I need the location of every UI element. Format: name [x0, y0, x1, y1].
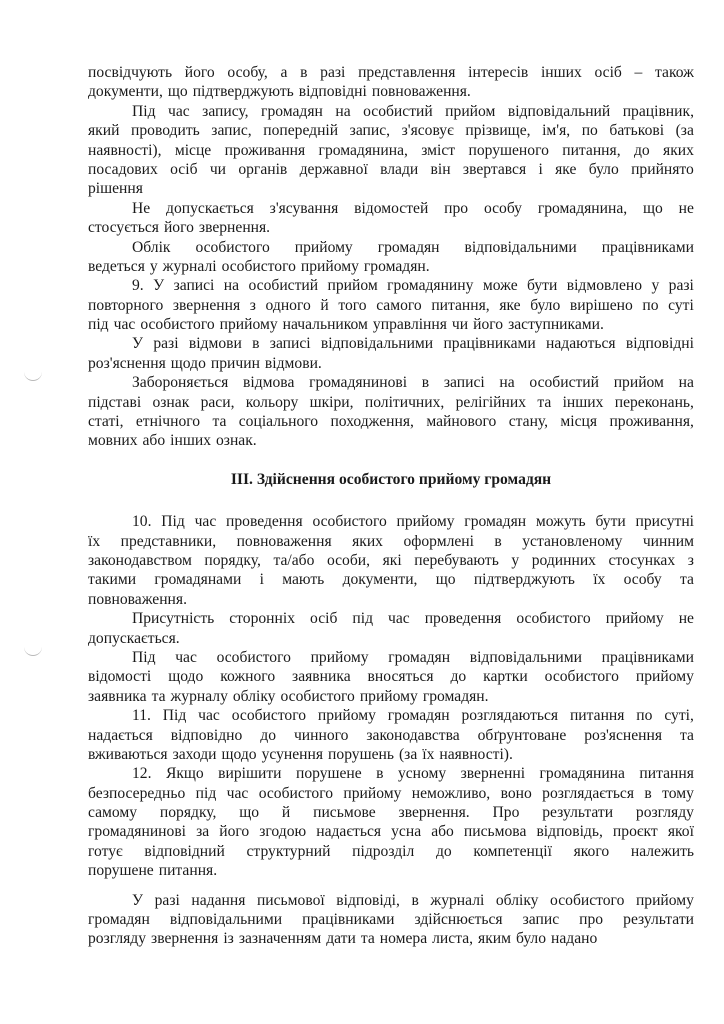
text-line: громадянинові за його згодою надається усна або письмова відповідь, проєкт якої [88, 823, 694, 841]
text-line: 12. Якщо вирішити порушене в усному зверненні громадянина питання [132, 765, 694, 783]
text-line: Облік особистого прийому громадян відповідальними працівниками [132, 238, 694, 256]
paragraphs-before [88, 63, 694, 451]
text-line: безпосередньо під час особистого прийому неможливо, воно розглядається в тому [88, 784, 694, 802]
text-line: повторного звернення з одного й того самого питання, яке було вирішено по суті [88, 296, 694, 314]
text-line: який проводить запис, попередній запис, з'ясовує прізвище, ім'я, по батькові (за [88, 122, 694, 140]
text-line: У разі відмови в записі відповідальними працівниками надаються відповідні [132, 335, 694, 353]
text-line: Під час особистого прийому громадян відповідальними працівниками [132, 648, 694, 666]
text-line: повноваження. [88, 590, 187, 608]
text-line: наявності), місце проживання громадянина, зміст порушеного питання, до яких [88, 141, 694, 159]
text-line: 10. Під час проведення особистого прийому громадян можуть бути присутні [132, 513, 694, 531]
text-line: документи, що підтверджують відповідні повноваження. [88, 83, 471, 101]
paragraph [88, 512, 694, 609]
text-line: розгляду звернення із зазначенням дати та номера листа, яким було надано [88, 930, 598, 948]
paragraph [88, 609, 694, 648]
punch-hole-mark [24, 645, 42, 656]
text-line: законодавством порядку, та/або особи, які перебувають у родинних стосунках з [88, 551, 694, 569]
text-line: порушене питання. [88, 862, 218, 880]
text-line: роз'яснення щодо причин відмови. [88, 354, 322, 372]
paragraph [88, 706, 694, 764]
text-line: рішення [88, 180, 143, 198]
text-line: підставі ознак раси, кольору шкіри, політичних, релігійних та інших переконань, [88, 393, 694, 411]
text-line: посвідчують його особу, а в разі представлення інтересів інших осіб – також [88, 64, 694, 81]
text-line: готує відповідний структурний підрозділ до компетенції якого належить [88, 842, 694, 860]
text-line: 11. Під час особистого прийому громадян розглядаються питання по суті, [132, 707, 694, 725]
text-line: мовних або інших ознак. [88, 432, 257, 450]
text-line: вживаються заходи щодо усунення порушень (за їх наявності). [88, 745, 513, 763]
paragraph [88, 648, 694, 706]
text-line: громадян відповідальними працівниками здійснюється запис про результати [88, 911, 694, 929]
section-heading: ІІІ. Здійснення особистого прийому громадян [230, 470, 552, 488]
paragraph [88, 102, 694, 199]
text-line: стосується його звернення. [88, 219, 271, 237]
text-line: допускається. [88, 629, 180, 647]
paragraph [88, 334, 694, 373]
paragraph [88, 63, 694, 102]
paragraph [88, 764, 694, 880]
paragraph [88, 373, 694, 451]
text-line: Під час запису, громадян на особистий прийом відповідальний працівник, [132, 102, 694, 120]
text-line: статі, етнічного та соціального походження, майнового стану, місця проживання, [88, 413, 694, 431]
paragraph [88, 199, 694, 238]
paragraph [88, 238, 694, 277]
text-line: самому порядку, що й письмове звернення. Про результати розгляду [88, 804, 694, 822]
text-line: У разі надання письмової відповіді, в журналі обліку особистого прийому [132, 891, 694, 909]
text-line: відомості щодо кожного заявника вносяться до картки особистого прийому [88, 668, 694, 686]
text-line: під час особистого прийому начальником управління чи його заступниками. [88, 316, 604, 334]
text-line: Забороняється відмова громадянинові в записі на особистий прийом на [132, 374, 694, 392]
text-line: їх представники, повноваження яких оформлені в установленому чинним [88, 532, 694, 550]
text-line: Присутність сторонніх осіб під час проведення особистого прийому не [132, 610, 694, 628]
text-line: ведеться у журналі особистого прийому громадян. [88, 257, 430, 275]
text-line: Не допускається з'ясування відомостей про особу громадянина, що не [132, 199, 694, 217]
text-line: такими громадянами і мають документи, що підтверджують їх особу та [88, 571, 694, 589]
text-line: надається відповідно до чинного законодавства обґрунтоване роз'яснення та [88, 726, 694, 744]
paragraph [88, 891, 694, 949]
document-page [88, 63, 694, 949]
text-line: заявника та журналу обліку особистого прийому громадян. [88, 687, 489, 705]
text-line: посадових осіб чи органів державної влади він звертався і яке було прийнято [88, 160, 694, 178]
paragraph [88, 276, 694, 334]
punch-hole-mark [24, 370, 42, 381]
paragraphs-after [88, 512, 694, 949]
text-line: 9. У записі на особистий прийом громадянину може бути відмовлено у разі [132, 277, 694, 295]
